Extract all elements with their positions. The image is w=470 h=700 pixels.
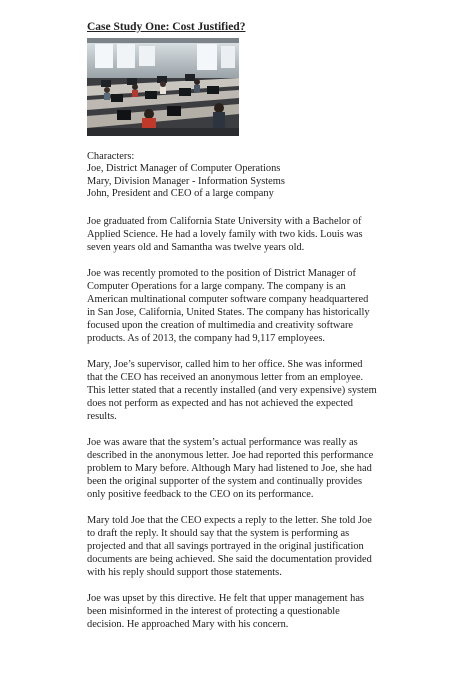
character-line: Joe, District Manager of Computer Operations	[87, 163, 281, 175]
paragraph: Joe was upset by this directive. He felt that upper management has been misinformed in the interest of protecting a questionable decision. He approached Mary with his concern.	[87, 592, 365, 630]
case-study-title: Case Study One: Cost Justified?	[87, 21, 246, 33]
office-photo-image	[87, 38, 239, 136]
paragraph: Mary told Joe that the CEO expects a reply to the letter. She told Joe to draft the reply. It should say that the system is performing as projected and that all savings portrayed in the original justification documents are being achieved. She said the documentation provided with his reply should support those statements.	[87, 514, 372, 578]
characters-heading: Characters:	[87, 151, 135, 162]
character-line: Mary, Division Manager - Information Systems	[87, 175, 285, 187]
office-photo	[87, 38, 239, 136]
document-page	[87, 20, 377, 644]
paragraph: Joe was aware that the system’s actual performance was really as described in the anonymous letter. Joe had reported this performance problem to Mary before. Although Mary had listened to Joe, she had been the original supporter of the system and continually provides only positive feedback to the CEO on its performance.	[87, 436, 374, 500]
characters-section	[87, 151, 377, 201]
paragraph: Mary, Joe’s supervisor, called him to her office. She was informed that the CEO has received an anonymous letter from an employee. This letter stated that a recently installed (and very expensive) system does not perform as expected and has not achieved the expected results.	[87, 358, 377, 422]
character-line: John, President and CEO of a large company	[87, 188, 274, 200]
paragraph: Joe was recently promoted to the position of District Manager of Computer Operations for a large company. The company is an American multinational computer software company headquartered in San Jose, California, United States. The company has historically focused upon the creation of multimedia and creativity software products. As of 2013, the company had 9,117 employees.	[87, 267, 370, 344]
paragraph: Joe graduated from California State University with a Bachelor of Applied Science. He had a lovely family with two kids. Louis was seven years old and Samantha was twelve years old.	[87, 215, 363, 253]
